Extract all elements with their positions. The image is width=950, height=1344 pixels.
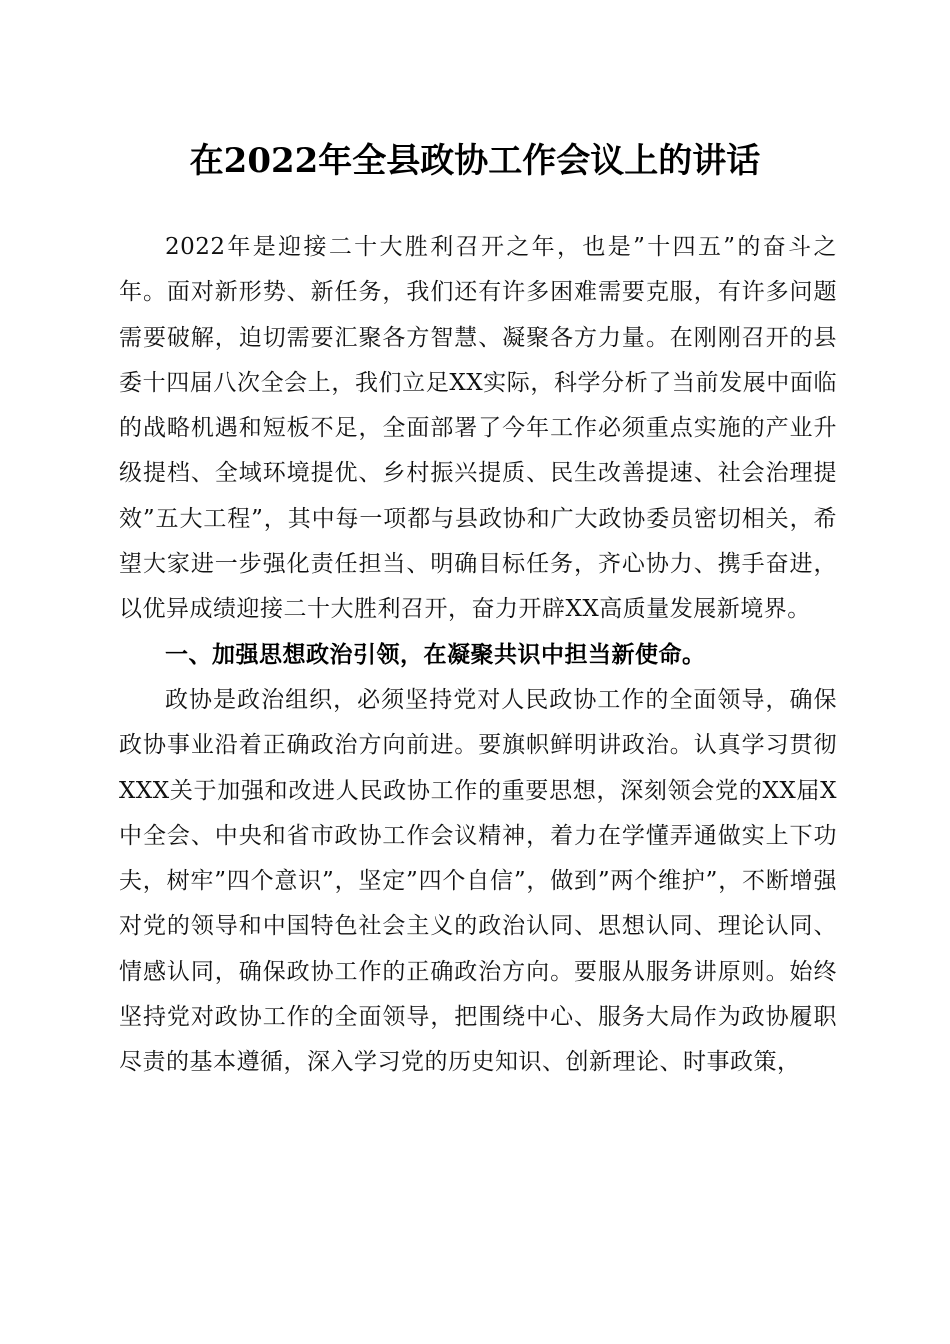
document-body [119,225,837,1086]
document-title: 在2022年全县政协工作会议上的讲话 [189,141,761,181]
section-heading: 一、加强思想政治引领，在凝聚共识中担当新使命。 [165,641,706,668]
section-paragraph: 政协是政治组织，必须坚持党对人民政协工作的全面领导，确保政协事业沿着正确政治方向前进。要旗帜鲜明讲政治。认真学习贯彻XXX关于加强和改进人民政协工作的重要思想，深刻领会党的XX届X中全会、中央和省市政协工作会议精神，着力在学懂弄通做实上下功夫，树牢”四个意识”，坚定”四个自信”，做到”两个维护”，不断增强对党的领导和中国特色社会主义的政治认同、思想认同、理论认同、情感认同，确保政协工作的正确政治方向。要服从服务讲原则。始终坚持党对政协工作的全面领导，把围绕中心、服务大局作为政协履职尽责的基本遵循，深入学习党的历史知识、创新理论、时事政策， [119,686,837,1076]
intro-paragraph: 2022年是迎接二十大胜利召开之年，也是”十四五”的奋斗之年。面对新形势、新任务，我们还有许多困难需要克服，有许多问题需要破解，迫切需要汇聚各方智慧、凝聚各方力量。在刚刚召开的县委十四届八次全会上，我们立足XX实际，科学分析了当前发展中面临的战略机遇和短板不足，全面部署了今年工作必须重点实施的产业升级提档、全域环境提优、乡村振兴提质、民生改善提速、社会治理提效”五大工程”，其中每一项都与县政协和广大政协委员密切相关，希望大家进一步强化责任担当、明确目标任务，齐心协力、携手奋进，以优异成绩迎接二十大胜利召开，奋力开辟XX高质量发展新境界。 [119,234,837,623]
